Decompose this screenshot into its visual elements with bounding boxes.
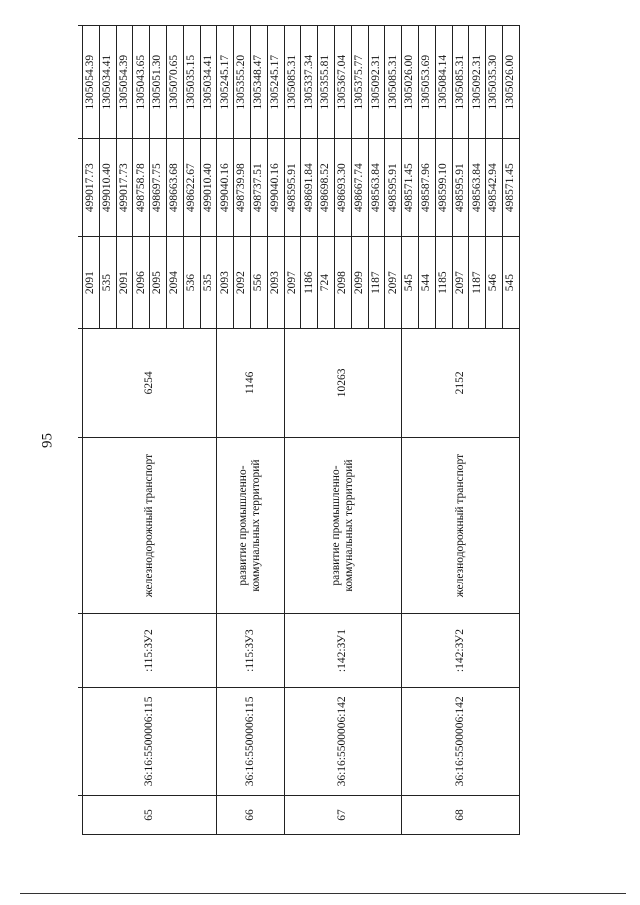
x-coordinate-cell: 498595.91 [284,139,301,237]
x-coordinate-cell: 498758.78 [133,139,150,237]
y-coordinate-cell: 1305034.41 [200,26,217,139]
point-number-cell: 1185 [435,237,452,329]
point-number-cell: 2098 [334,237,351,329]
x-coordinate-cell: 499040.16 [217,139,234,237]
y-coordinate-cell: 1305337.34 [301,26,318,139]
point-number-cell: 536 [183,237,200,329]
permitted-use-cell: железнодорожный транспорт [83,437,217,614]
y-coordinate-cell: 1305051.30 [150,26,167,139]
table-row [284,26,301,835]
y-coordinate-cell: 1305375.77 [351,26,368,139]
point-number-cell: 2097 [385,237,402,329]
y-coordinate-cell: 1305355.20 [234,26,251,139]
point-number-cell: 2093 [267,237,284,329]
point-number-cell: 556 [250,237,267,329]
point-number-cell: 2097 [284,237,301,329]
x-coordinate-cell: 498663.68 [166,139,183,237]
x-coordinate-cell: 499010.40 [200,139,217,237]
point-number-cell: 2099 [351,237,368,329]
x-coordinate-cell: 498599.10 [435,139,452,237]
point-number-cell: 1187 [368,237,385,329]
y-coordinate-cell: 1305245.17 [267,26,284,139]
x-coordinate-cell: 498693.30 [334,139,351,237]
plot-id-cell: :115:ЗУ3 [217,614,284,687]
y-coordinate-cell: 1305026.00 [402,26,419,139]
x-coordinate-cell: 498571.45 [502,139,519,237]
point-number-cell: 2095 [150,237,167,329]
y-coordinate-cell: 1305092.31 [469,26,486,139]
x-coordinate-cell: 498737.51 [250,139,267,237]
page-number: 95 [39,433,56,448]
point-number-cell: 2096 [133,237,150,329]
area-cell: 10263 [284,329,402,437]
point-number-cell: 1186 [301,237,318,329]
x-coordinate-cell: 498739.98 [234,139,251,237]
area-cell: 6254 [83,329,217,437]
point-number-cell: 2092 [234,237,251,329]
table-row [83,26,100,835]
plot-id-cell: :115:ЗУ2 [83,614,217,687]
point-number-cell: 546 [486,237,503,329]
x-coordinate-cell: 499017.73 [83,139,100,237]
x-coordinate-cell: 498698.52 [318,139,335,237]
y-coordinate-cell: 1305245.17 [217,26,234,139]
plot-id-cell: :142:ЗУ2 [402,614,520,687]
table-body [78,26,520,835]
point-number-cell: 545 [502,237,519,329]
x-coordinate-cell: 498587.96 [418,139,435,237]
y-coordinate-cell: 1305034.41 [99,26,116,139]
x-coordinate-cell: 498542.94 [486,139,503,237]
row-number-cell: 68 [402,796,520,835]
row-number-cell: 65 [83,796,217,835]
y-coordinate-cell: 1305035.15 [183,26,200,139]
point-number-cell: 2093 [217,237,234,329]
permitted-use-cell: развитие промышленно-коммунальных территорий [217,437,284,614]
y-coordinate-cell: 1305070.65 [166,26,183,139]
x-coordinate-cell: 498563.84 [368,139,385,237]
y-coordinate-cell: 1305348.47 [250,26,267,139]
x-coordinate-cell: 498595.91 [452,139,469,237]
y-coordinate-cell: 1305367.04 [334,26,351,139]
x-coordinate-cell: 498667.74 [351,139,368,237]
x-coordinate-cell: 498563.84 [469,139,486,237]
x-coordinate-cell: 499040.16 [267,139,284,237]
y-coordinate-cell: 1305026.00 [502,26,519,139]
y-coordinate-cell: 1305092.31 [368,26,385,139]
area-cell: 1146 [217,329,284,437]
rotated-table-container [78,25,520,835]
x-coordinate-cell: 498691.84 [301,139,318,237]
point-number-cell: 2091 [116,237,133,329]
table-row [217,26,234,835]
x-coordinate-cell: 498622.67 [183,139,200,237]
cadastral-number-cell: 36:16:5500006:142 [402,687,520,795]
point-number-cell: 535 [99,237,116,329]
point-number-cell: 544 [418,237,435,329]
x-coordinate-cell: 499017.73 [116,139,133,237]
y-coordinate-cell: 1305355.81 [318,26,335,139]
y-coordinate-cell: 1305085.31 [385,26,402,139]
y-coordinate-cell: 1305054.39 [116,26,133,139]
row-number-cell: 67 [284,796,402,835]
point-number-cell: 1187 [469,237,486,329]
area-cell: 2152 [402,329,520,437]
permitted-use-cell: железнодорожный транспорт [402,437,520,614]
x-coordinate-cell: 498571.45 [402,139,419,237]
y-coordinate-cell: 1305053.69 [418,26,435,139]
y-coordinate-cell: 1305043.65 [133,26,150,139]
point-number-cell: 724 [318,237,335,329]
cadastral-number-cell: 36:16:5500006:142 [284,687,402,795]
row-number-cell: 66 [217,796,284,835]
plot-id-cell: :142:ЗУ1 [284,614,402,687]
cadastral-number-cell: 36:16:5500006:115 [83,687,217,795]
table-row [402,26,419,835]
y-coordinate-cell: 1305035.30 [486,26,503,139]
point-number-cell: 545 [402,237,419,329]
page-bottom-rule [20,893,626,894]
cadastral-number-cell: 36:16:5500006:115 [217,687,284,795]
x-coordinate-cell: 498595.91 [385,139,402,237]
point-number-cell: 2097 [452,237,469,329]
y-coordinate-cell: 1305084.14 [435,26,452,139]
y-coordinate-cell: 1305085.31 [284,26,301,139]
point-number-cell: 2091 [83,237,100,329]
point-number-cell: 2094 [166,237,183,329]
y-coordinate-cell: 1305054.39 [83,26,100,139]
x-coordinate-cell: 499010.40 [99,139,116,237]
point-number-cell: 535 [200,237,217,329]
y-coordinate-cell: 1305085.31 [452,26,469,139]
coordinates-table [78,25,520,835]
x-coordinate-cell: 498697.75 [150,139,167,237]
permitted-use-cell: развитие промышленно-коммунальных территорий [284,437,402,614]
